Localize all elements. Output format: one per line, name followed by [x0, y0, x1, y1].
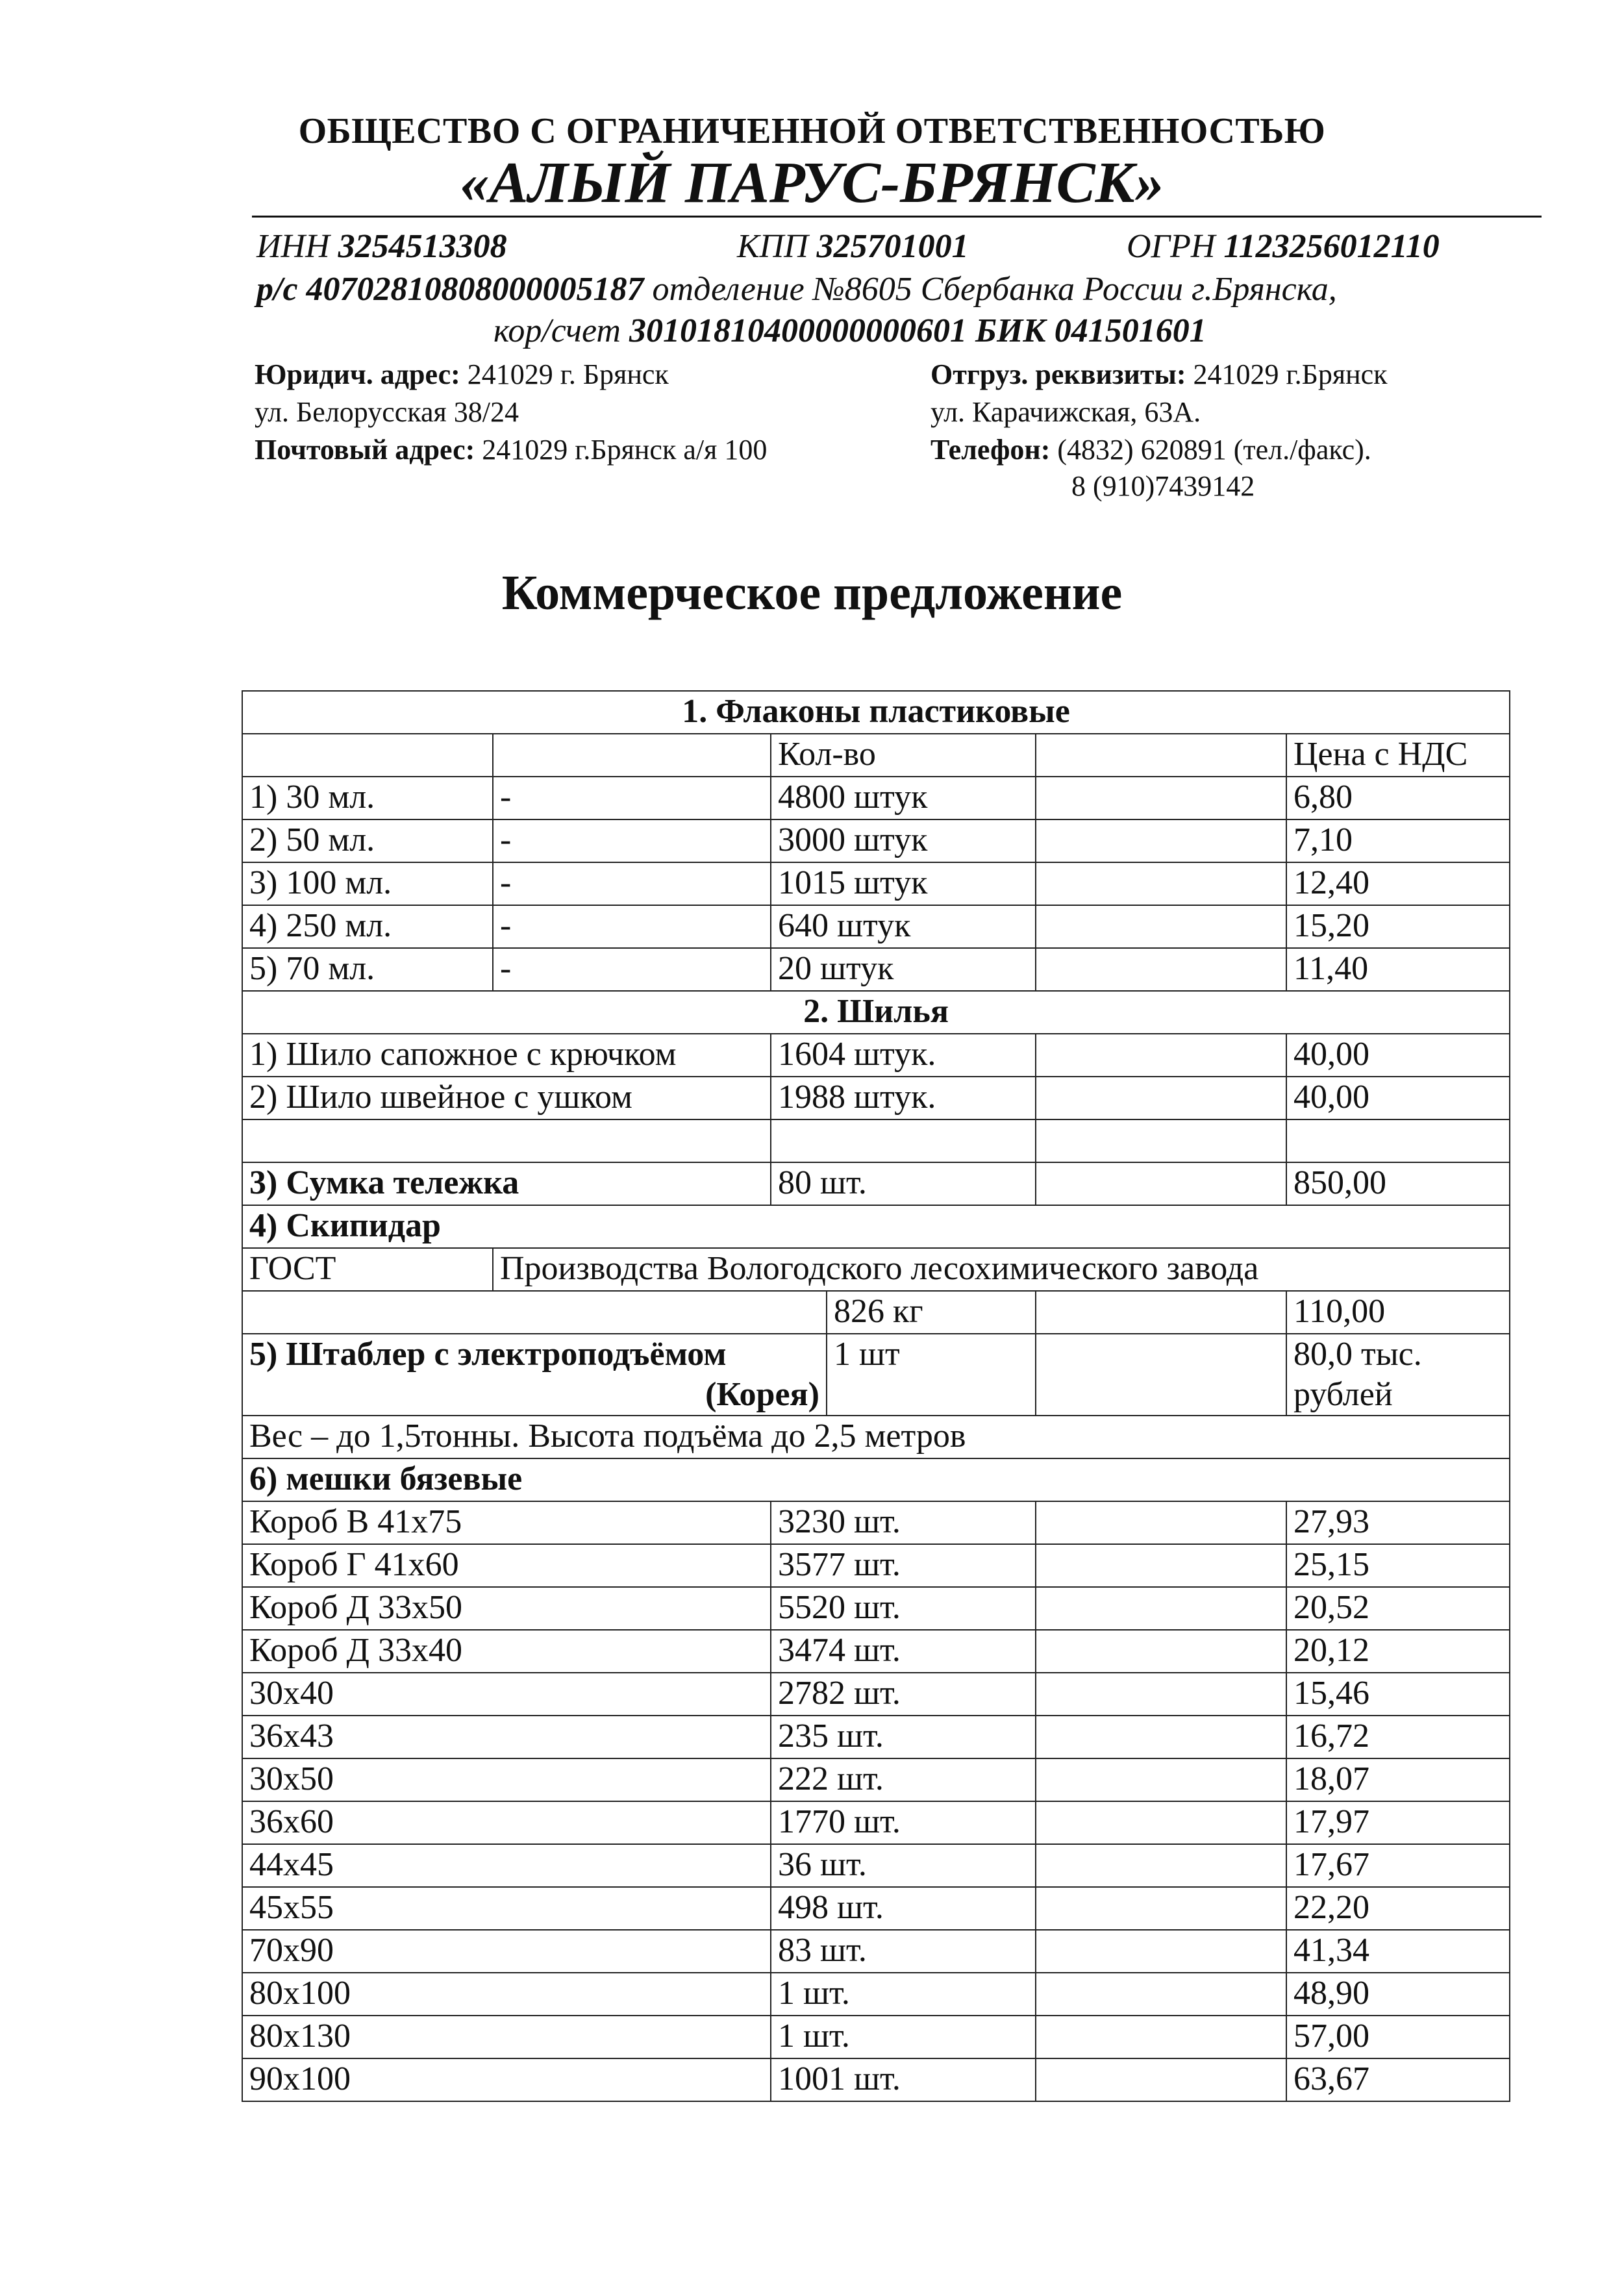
- inn-label: ИНН: [256, 228, 330, 265]
- item-name: 30х50: [242, 1758, 771, 1801]
- item-qty: 3474 шт.: [771, 1630, 1036, 1673]
- table-row: [242, 777, 1510, 819]
- corr-account-line: [493, 312, 1206, 351]
- empty-cell: [1036, 1630, 1286, 1673]
- empty-cell: [1036, 2058, 1286, 2101]
- item-name: 2) 50 мл.: [242, 819, 493, 862]
- offer-table-body: [242, 691, 1510, 2101]
- postal-address: [255, 431, 767, 469]
- table-row: [242, 1930, 1510, 1973]
- table-row: [242, 1034, 1510, 1077]
- rs-value: 40702810808000005187: [306, 271, 644, 308]
- empty-cell: [1036, 777, 1286, 819]
- empty-cell: [1036, 1034, 1286, 1077]
- item-dash: -: [493, 948, 771, 991]
- item-dash: -: [493, 905, 771, 948]
- item-qty: 20 штук: [771, 948, 1036, 991]
- bik-label: БИК: [975, 312, 1046, 349]
- table-row: [242, 1544, 1510, 1587]
- item-name: 90х100: [242, 2058, 771, 2101]
- item-price: 22,20: [1286, 1887, 1510, 1930]
- item-price: 11,40: [1286, 948, 1510, 991]
- empty-cell: [1036, 1544, 1286, 1587]
- section-header-row: [242, 691, 1510, 734]
- item-qty: 1988 штук.: [771, 1077, 1036, 1119]
- empty-cell: [1036, 862, 1286, 905]
- item-price: 7,10: [1286, 819, 1510, 862]
- ogrn-line: [1127, 227, 1440, 266]
- item-name: 36х43: [242, 1716, 771, 1758]
- item-name: 30х40: [242, 1673, 771, 1716]
- item-name: Короб Д 33х50: [242, 1587, 771, 1630]
- item-price: 850,00: [1286, 1162, 1510, 1205]
- section-header-row: [242, 1205, 1510, 1248]
- item-qty: 1015 штук: [771, 862, 1036, 905]
- item-price: 15,20: [1286, 905, 1510, 948]
- org-name: «АЛЫЙ ПАРУС-БРЯНСК»: [460, 151, 1164, 215]
- rs-label: р/с: [256, 271, 298, 308]
- kpp-line: [737, 227, 969, 266]
- item-name: 4) 250 мл.: [242, 905, 493, 948]
- item-name: 70х90: [242, 1930, 771, 1973]
- item-name: 36х60: [242, 1801, 771, 1844]
- inn-line: [256, 227, 507, 266]
- item-qty: 3577 шт.: [771, 1544, 1036, 1587]
- item-name: 1) 30 мл.: [242, 777, 493, 819]
- legal-address-value: 241029 г. Брянск: [460, 358, 669, 390]
- legal-address-line2: ул. Белорусская 38/24: [255, 396, 519, 428]
- shipping-details: [931, 356, 1388, 394]
- item-qty: 4800 штук: [771, 777, 1036, 819]
- section-title: 2. Шилья: [242, 991, 1510, 1034]
- item-name: 3) Сумка тележка: [242, 1162, 771, 1205]
- note-row: [242, 1416, 1510, 1458]
- item-name: 44х45: [242, 1844, 771, 1887]
- item-price-line1: 80,0 тыс.: [1293, 1336, 1422, 1373]
- item-qty: 36 шт.: [771, 1844, 1036, 1887]
- kpp-label: КПП: [737, 228, 808, 265]
- item-price: 25,15: [1286, 1544, 1510, 1587]
- empty-row: [242, 1119, 1510, 1162]
- item-qty: 1001 шт.: [771, 2058, 1036, 2101]
- item-qty: 640 штук: [771, 905, 1036, 948]
- table-row: [242, 2016, 1510, 2058]
- column-header-row: [242, 734, 1510, 777]
- item-price-line2: рублей: [1293, 1376, 1393, 1413]
- item-price: 110,00: [1286, 1291, 1510, 1334]
- section-header-row: [242, 1458, 1510, 1501]
- table-row: [242, 905, 1510, 948]
- item-name: 2) Шило швейное с ушком: [242, 1077, 771, 1119]
- table-row: [242, 1291, 1510, 1334]
- table-row: [242, 1673, 1510, 1716]
- item-qty: 1 шт.: [771, 1973, 1036, 2016]
- table-row: [242, 1162, 1510, 1205]
- item-price: 12,40: [1286, 862, 1510, 905]
- item-name: 80х130: [242, 2016, 771, 2058]
- item-price: 41,34: [1286, 1930, 1510, 1973]
- item-price: [1286, 1334, 1510, 1416]
- empty-cell: [1036, 819, 1286, 862]
- item-qty: 80 шт.: [771, 1162, 1036, 1205]
- empty-cell: [242, 1119, 771, 1162]
- empty-cell: [1036, 1801, 1286, 1844]
- bik-value: 041501601: [1054, 312, 1206, 349]
- item-name-line2: (Корея): [705, 1376, 819, 1413]
- item-price: 17,67: [1286, 1844, 1510, 1887]
- phone-value: (4832) 620891 (тел./факс).: [1050, 434, 1371, 466]
- empty-cell: [493, 734, 771, 777]
- ogrn-value: 1123256012110: [1223, 228, 1440, 265]
- item-price: 48,90: [1286, 1973, 1510, 2016]
- table-row: [242, 1716, 1510, 1758]
- table-row: [242, 862, 1510, 905]
- phone-line2: 8 (910)7439142: [1071, 470, 1255, 502]
- ogrn-label: ОГРН: [1127, 228, 1216, 265]
- shipping-details-label: Отгруз. реквизиты:: [931, 358, 1186, 390]
- empty-cell: [1036, 1973, 1286, 2016]
- empty-cell: [1036, 1844, 1286, 1887]
- item-qty: 83 шт.: [771, 1930, 1036, 1973]
- item-qty: 826 кг: [827, 1291, 1036, 1334]
- table-row: [242, 948, 1510, 991]
- document-title: Коммерческое предложение: [501, 566, 1123, 620]
- item-name: Короб Г 41х60: [242, 1544, 771, 1587]
- empty-cell: [1036, 1930, 1286, 1973]
- offer-table: [242, 690, 1510, 2102]
- section-title: 6) мешки бязевые: [242, 1458, 1510, 1501]
- item-price: 20,12: [1286, 1630, 1510, 1673]
- item-name: 1) Шило сапожное с крючком: [242, 1034, 771, 1077]
- table-row: [242, 1973, 1510, 2016]
- item-name-line1: 5) Штаблер с электроподъёмом: [249, 1336, 727, 1373]
- qty-header: Кол-во: [771, 734, 1036, 777]
- empty-cell: [242, 1291, 827, 1334]
- phone-label: Телефон:: [931, 434, 1051, 466]
- item-qty: 1604 штук.: [771, 1034, 1036, 1077]
- empty-cell: [242, 734, 493, 777]
- header-rule: [252, 216, 1542, 218]
- item-qty: 5520 шт.: [771, 1587, 1036, 1630]
- item-name: [242, 1334, 827, 1416]
- table-row: [242, 1248, 1510, 1291]
- empty-cell: [1036, 1334, 1286, 1416]
- item-name: 80х100: [242, 1973, 771, 2016]
- empty-cell: [1036, 1291, 1286, 1334]
- account-line: [256, 270, 1337, 309]
- empty-cell: [1036, 734, 1286, 777]
- item-price: 20,52: [1286, 1587, 1510, 1630]
- origin-text: Производства Вологодского лесохимического завода: [493, 1248, 1510, 1291]
- section-header-row: [242, 991, 1510, 1034]
- postal-address-label: Почтовый адрес:: [255, 434, 475, 466]
- item-price: 16,72: [1286, 1716, 1510, 1758]
- item-qty: 222 шт.: [771, 1758, 1036, 1801]
- ks-label: кор/счет: [493, 312, 621, 349]
- empty-cell: [1286, 1119, 1510, 1162]
- item-qty: 1770 шт.: [771, 1801, 1036, 1844]
- ks-value: 30101810400000000601: [629, 312, 967, 349]
- empty-cell: [1036, 1887, 1286, 1930]
- item-qty: 3230 шт.: [771, 1501, 1036, 1544]
- item-name: 45х55: [242, 1887, 771, 1930]
- item-note: Вес – до 1,5тонны. Высота подъёма до 2,5 метров: [242, 1416, 1510, 1458]
- empty-cell: [1036, 905, 1286, 948]
- item-dash: -: [493, 862, 771, 905]
- empty-cell: [771, 1119, 1036, 1162]
- price-header: Цена с НДС: [1286, 734, 1510, 777]
- table-row: [242, 1801, 1510, 1844]
- shipping-details-line2: ул. Карачижская, 63А.: [931, 396, 1201, 428]
- item-price: 40,00: [1286, 1077, 1510, 1119]
- empty-cell: [1036, 1119, 1286, 1162]
- item-price: 27,93: [1286, 1501, 1510, 1544]
- item-name: 5) 70 мл.: [242, 948, 493, 991]
- empty-cell: [1036, 1673, 1286, 1716]
- item-qty: 2782 шт.: [771, 1673, 1036, 1716]
- item-price: 63,67: [1286, 2058, 1510, 2101]
- item-name: Короб В 41х75: [242, 1501, 771, 1544]
- kpp-value: 325701001: [816, 228, 969, 265]
- table-row: [242, 2058, 1510, 2101]
- section-title: 4) Скипидар: [242, 1205, 1510, 1248]
- item-price: 18,07: [1286, 1758, 1510, 1801]
- shipping-details-value: 241029 г.Брянск: [1186, 358, 1388, 390]
- item-price: 17,97: [1286, 1801, 1510, 1844]
- empty-cell: [1036, 1758, 1286, 1801]
- bank-name: отделение №8605 Сбербанка России г.Брянска,: [652, 271, 1337, 308]
- item-qty: 1 шт: [827, 1334, 1036, 1416]
- table-row: [242, 1334, 1510, 1416]
- table-row: [242, 1501, 1510, 1544]
- table-row: [242, 819, 1510, 862]
- item-qty: 235 шт.: [771, 1716, 1036, 1758]
- org-type: ОБЩЕСТВО С ОГРАНИЧЕННОЙ ОТВЕТСТВЕННОСТЬЮ: [298, 111, 1326, 151]
- table-row: [242, 1630, 1510, 1673]
- table-row: [242, 1758, 1510, 1801]
- item-name: 3) 100 мл.: [242, 862, 493, 905]
- inn-value: 3254513308: [338, 228, 507, 265]
- phone: [931, 431, 1371, 469]
- item-price: 6,80: [1286, 777, 1510, 819]
- empty-cell: [1036, 1716, 1286, 1758]
- item-price: 57,00: [1286, 2016, 1510, 2058]
- empty-cell: [1036, 948, 1286, 991]
- table-row: [242, 1887, 1510, 1930]
- legal-address-label: Юридич. адрес:: [255, 358, 460, 390]
- item-dash: -: [493, 819, 771, 862]
- postal-address-value: 241029 г.Брянск а/я 100: [475, 434, 768, 466]
- table-row: [242, 1077, 1510, 1119]
- legal-address: [255, 356, 669, 394]
- gost-label: ГОСТ: [242, 1248, 493, 1291]
- item-name: Короб Д 33х40: [242, 1630, 771, 1673]
- item-price: 15,46: [1286, 1673, 1510, 1716]
- empty-cell: [1036, 1162, 1286, 1205]
- item-price: 40,00: [1286, 1034, 1510, 1077]
- section-title: 1. Флаконы пластиковые: [242, 691, 1510, 734]
- empty-cell: [1036, 2016, 1286, 2058]
- item-qty: 3000 штук: [771, 819, 1036, 862]
- empty-cell: [1036, 1077, 1286, 1119]
- item-qty: 1 шт.: [771, 2016, 1036, 2058]
- table-row: [242, 1587, 1510, 1630]
- empty-cell: [1036, 1587, 1286, 1630]
- empty-cell: [1036, 1501, 1286, 1544]
- table-row: [242, 1844, 1510, 1887]
- item-qty: 498 шт.: [771, 1887, 1036, 1930]
- item-dash: -: [493, 777, 771, 819]
